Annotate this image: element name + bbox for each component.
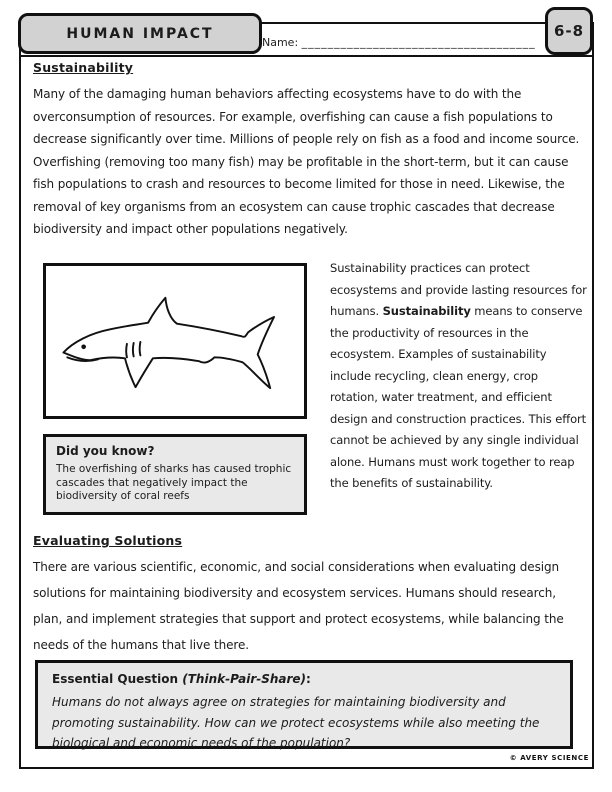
essential-question-heading-italic: (Think-Pair-Share) (182, 672, 307, 686)
worksheet-title-box (18, 13, 262, 54)
essential-question-body: Humans do not always agree on strategies for maintaining biodiversity and promoting sustainability. How can we protect ecosystems while also meeting the biological and economic needs of the population? (52, 695, 540, 750)
page-title: HUMAN IMPACT (66, 25, 214, 42)
sustainability-paragraph: Many of the damaging human behaviors affecting ecosystems have to do with the overconsumption of resources. For example, overfishing can cause a fish populations to decrease significantly over time. Millions of people rely on fish as a food and income source. Overfishing (removing too many fish) may be profitable in the short-term, but it can cause fish populations to crash and resources to become limited for those in need. Likewise, the removal of key organisms from an ecosystem can cause trophic cascades that decrease biodiversity and impact other populations negatively. (33, 87, 580, 236)
grade-level-badge (545, 7, 593, 55)
essential-question-heading (52, 672, 556, 686)
did-you-know-body: The overfishing of sharks has caused trophic cascades that negatively impact the biodiversity of coral reefs (56, 463, 292, 502)
did-you-know-heading: Did you know? (56, 444, 155, 458)
name-label: Name: (262, 36, 299, 49)
did-you-know-box (43, 434, 307, 515)
side-paragraph-text-after: means to conserve the productivity of resources in the ecosystem. Examples of sustainability include recycling, clean energy, crop rotation, water treatment, and efficient design and construction practices. This effort cannot be achieved by any single individual alone. Humans must work together to reap the benefits of sustainability. (330, 304, 587, 490)
essential-question-heading-colon: : (306, 672, 311, 686)
name-blank-line: ____________________________________ (301, 36, 536, 49)
shark-illustration (46, 266, 304, 416)
essential-question-heading-plain: Essential Question (52, 672, 183, 686)
shark-image-box (43, 263, 307, 419)
sustainability-side-paragraph (330, 258, 588, 495)
copyright-credit: © AVERY SCIENCE (509, 754, 589, 762)
evaluating-solutions-paragraph: There are various scientific, economic, and social considerations when evaluating design solutions for maintaining biodiversity and ecosystem services. Humans should research, plan, and implement strategies that support and protect ecosystems, while balancing the needs of the humans that live there. (33, 560, 564, 652)
grade-level-label: 6-8 (553, 22, 585, 40)
essential-question-box (35, 660, 573, 749)
section-heading-evaluating-solutions: Evaluating Solutions (33, 533, 183, 548)
side-paragraph-text-before: Sustainability practices can protect ecosystems and provide lasting resources for humans. (330, 261, 587, 318)
section-heading-sustainability: Sustainability (33, 60, 134, 75)
name-field (262, 36, 548, 52)
sustainability-bold-term: Sustainability (382, 304, 471, 318)
header-divider-line (19, 55, 594, 57)
